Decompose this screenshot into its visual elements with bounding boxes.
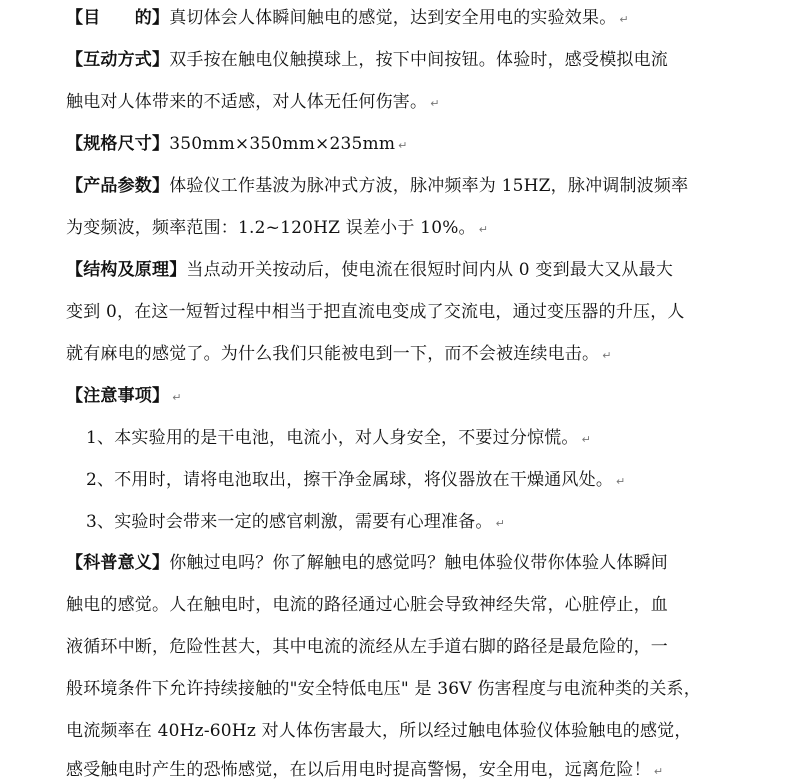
interaction-line-2 — [66, 92, 440, 114]
notes-item-text: 1、本实验用的是干电池，电流小，对人身安全，不要过分惊慌。 — [86, 428, 579, 448]
science-line-6 — [66, 760, 663, 782]
paragraph-mark-icon: ↵ — [172, 391, 182, 404]
science-line-1 — [66, 553, 668, 573]
purpose-label: 【目 的】 — [66, 8, 170, 28]
size-label: 【规格尺寸】 — [66, 134, 170, 154]
notes-item-text: 3、实验时会带来一定的感官刺激，需要有心理准备。 — [86, 512, 493, 532]
params-line-2 — [66, 218, 488, 240]
paragraph-mark-icon: ↵ — [581, 433, 592, 446]
notes-heading-line — [66, 386, 182, 408]
science-line-2 — [66, 595, 668, 615]
purpose-line — [66, 8, 629, 30]
science-text-1: 你触过电吗？你了解触电的感觉吗？触电体验仪带你体验人体瞬间 — [169, 553, 669, 573]
paragraph-mark-icon: ↵ — [619, 13, 629, 26]
size-text: 350mm×350mm×235mm — [169, 134, 396, 154]
paragraph-mark-icon: ↵ — [478, 223, 489, 236]
principle-line-2 — [66, 302, 685, 322]
notes-item-1 — [86, 428, 591, 450]
principle-line-1 — [66, 260, 673, 280]
size-line — [66, 134, 408, 156]
science-text-3: 液循环中断，危险性甚大，其中电流的流经从左手道右脚的路径是最危险的，一 — [66, 637, 668, 657]
interaction-text-1: 双手按在触电仪触摸球上，按下中间按钮。体验时，感受模拟电流 — [169, 50, 669, 70]
notes-item-text: 2、不用时，请将电池取出，擦干净金属球，将仪器放在干燥通风处。 — [86, 470, 614, 490]
interaction-text-2: 触电对人体带来的不适感，对人体无任何伤害。 — [66, 92, 428, 112]
principle-text-2: 变到 0，在这一短暂过程中相当于把直流电变成了交流电，通过变压器的升压，人 — [66, 302, 685, 322]
notes-label: 【注意事项】 — [66, 386, 170, 406]
interaction-line-1 — [66, 50, 668, 70]
paragraph-mark-icon: ↵ — [398, 139, 408, 152]
params-text-2: 为变频波，频率范围：1.2~120HZ 误差小于 10%。 — [66, 218, 476, 238]
paragraph-mark-icon: ↵ — [653, 765, 664, 778]
principle-line-3 — [66, 344, 612, 366]
science-line-3 — [66, 637, 668, 657]
principle-text-1: 当点动开关按动后，使电流在很短时间内从 0 变到最大又从最大 — [186, 260, 674, 280]
params-label: 【产品参数】 — [66, 176, 170, 196]
interaction-label: 【互动方式】 — [66, 50, 170, 70]
principle-text-3: 就有麻电的感觉了。为什么我们只能被电到一下，而不会被连续电击。 — [66, 344, 600, 364]
principle-label: 【结构及原理】 — [66, 260, 187, 280]
paragraph-mark-icon: ↵ — [616, 475, 626, 488]
notes-item-2 — [86, 470, 625, 492]
purpose-text: 真切体会人体瞬间触电的感觉，达到安全用电的实验效果。 — [169, 8, 617, 28]
params-text-1: 体验仪工作基波为脉冲式方波，脉冲频率为 15HZ，脉冲调制波频率 — [169, 176, 689, 196]
science-text-6: 感受触电时产生的恐怖感觉，在以后用电时提高警惕，安全用电，远离危险！ — [66, 760, 651, 780]
params-line-1 — [66, 176, 688, 196]
paragraph-mark-icon: ↵ — [430, 97, 440, 110]
science-line-5 — [66, 721, 692, 741]
science-line-4 — [66, 679, 701, 699]
paragraph-mark-icon: ↵ — [602, 349, 612, 362]
paragraph-mark-icon: ↵ — [495, 517, 506, 530]
science-text-2: 触电的感觉。人在触电时，电流的路径通过心脏会导致神经失常，心脏停止，血 — [66, 595, 668, 615]
notes-item-3 — [86, 512, 505, 534]
science-text-4: 般环境条件下允许持续接触的"安全特低电压" 是 36V 伤害程度与电流种类的关系， — [66, 679, 701, 699]
science-label: 【科普意义】 — [66, 553, 170, 573]
science-text-5: 电流频率在 40Hz-60Hz 对人体伤害最大，所以经过触电体验仪体验触电的感觉， — [66, 721, 692, 741]
